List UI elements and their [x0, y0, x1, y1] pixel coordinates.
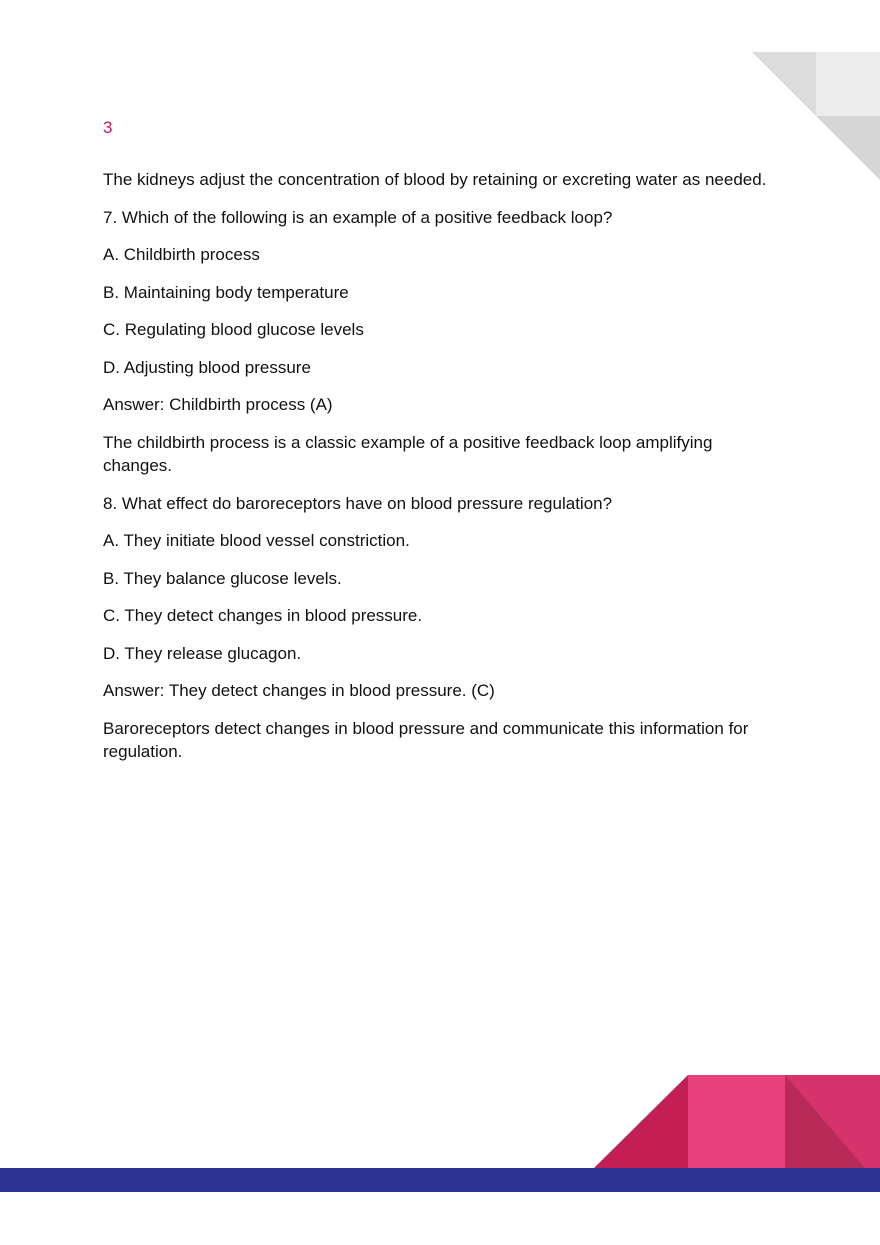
- q7-explanation: The childbirth process is a classic example of a positive feedback loop amplifying changes.: [103, 432, 713, 475]
- document-body: [103, 168, 783, 778]
- q8-option-c: C. They detect changes in blood pressure.: [103, 606, 423, 625]
- q7-option-b: B. Maintaining body temperature: [103, 282, 349, 302]
- q8-option-a: A. They initiate blood vessel constriction.: [103, 531, 410, 550]
- corner-shape-top-right: [816, 52, 880, 116]
- corner-shape-bottom: [816, 116, 880, 180]
- explanation-text: The kidneys adjust the concentration of blood by retaining or excreting water as needed.: [103, 170, 767, 189]
- footer-bar: [0, 1168, 880, 1192]
- q8-option-b: B. They balance glucose levels.: [103, 568, 342, 588]
- question-8: 8. What effect do baroreceptors have on blood pressure regulation?: [103, 493, 613, 513]
- q7-option-c: C. Regulating blood glucose levels: [103, 320, 364, 339]
- question-7: 7. Which of the following is an example of a positive feedback loop?: [103, 207, 613, 227]
- q8-explanation: Baroreceptors detect changes in blood pressure and communicate this information for regulation.: [103, 718, 749, 761]
- page-number: 3: [103, 118, 113, 137]
- q7-option-a: A. Childbirth process: [103, 245, 260, 264]
- corner-shape-top-left: [752, 52, 816, 116]
- q7-answer: Answer: Childbirth process (A): [103, 395, 333, 414]
- footer-rect-pink: [688, 1075, 785, 1168]
- q8-option-d: D. They release glucagon.: [103, 643, 302, 663]
- footer-triangle-crimson: [594, 1075, 688, 1168]
- q7-option-d: D. Adjusting blood pressure: [103, 357, 311, 377]
- q8-answer: Answer: They detect changes in blood pressure. (C): [103, 681, 495, 700]
